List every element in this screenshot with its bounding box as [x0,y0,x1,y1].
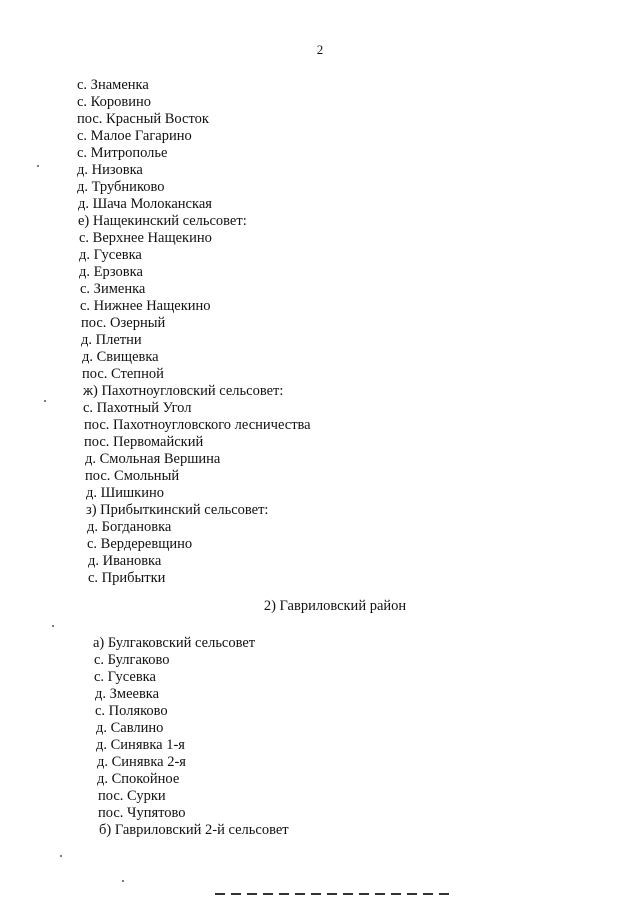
list-item: д. Трубниково [77,179,165,195]
scan-speck [60,855,62,857]
list-item: с. Верхнее Нащекино [79,230,212,246]
subdivision-heading: а) Булгаковский сельсовет [93,635,256,651]
list-item: пос. Степной [82,366,164,382]
list-item: с. Малое Гагарино [77,128,192,144]
list-item: с. Зименка [80,281,146,297]
list-item: д. Богдановка [87,519,172,535]
list-item: д. Свищевка [82,349,159,365]
list-item: с. Коровино [77,94,152,110]
subdivision-heading: е) Нащекинский сельсовет: [78,213,247,229]
list-item: с. Вердеревщино [87,536,193,552]
list-item: д. Шишкино [86,485,164,501]
list-item: д. Ивановка [88,553,162,569]
scan-speck [44,400,46,402]
list-item: пос. Первомайский [84,434,204,450]
list-item: д. Смольная Вершина [85,451,221,467]
page-number: 2 [316,42,324,57]
scan-speck [52,625,54,627]
footer-scan-line [215,893,455,895]
list-item: с. Поляково [95,703,168,719]
list-item: с. Прибытки [88,570,166,586]
list-item: д. Гусевка [79,247,142,263]
section-heading: 2) Гавриловский район [263,598,407,614]
subdivision-heading: б) Гавриловский 2-й сельсовет [99,822,289,838]
list-item: пос. Озерный [81,315,166,331]
list-item: д. Спокойное [97,771,180,787]
list-item: д. Савлино [96,720,164,736]
list-item: д. Плетни [81,332,142,348]
list-item: пос. Красный Восток [77,111,209,127]
list-item: с. Нижнее Нащекино [80,298,211,314]
list-item: с. Гусевка [94,669,156,685]
list-item: пос. Смольный [85,468,180,484]
scan-speck [37,165,39,167]
list-item: с. Митрополье [77,145,168,161]
subdivision-heading: ж) Пахотноугловский сельсовет: [83,383,284,399]
list-item: с. Знаменка [77,77,149,93]
list-item: д. Шача Молоканская [78,196,212,212]
list-item: д. Синявка 1-я [96,737,185,753]
list-item: пос. Пахотноугловского лесничества [84,417,311,433]
list-item: с. Булгаково [94,652,170,668]
list-item: пос. Сурки [98,788,166,804]
scan-speck [122,880,124,882]
list-item: д. Синявка 2-я [97,754,186,770]
list-item: д. Змеевка [95,686,160,702]
list-item: пос. Чупятово [98,805,186,821]
subdivision-heading: з) Прибыткинский сельсовет: [86,502,269,518]
list-item: с. Пахотный Угол [83,400,192,416]
list-item: д. Ерзовка [79,264,143,280]
list-item: д. Низовка [77,162,143,178]
